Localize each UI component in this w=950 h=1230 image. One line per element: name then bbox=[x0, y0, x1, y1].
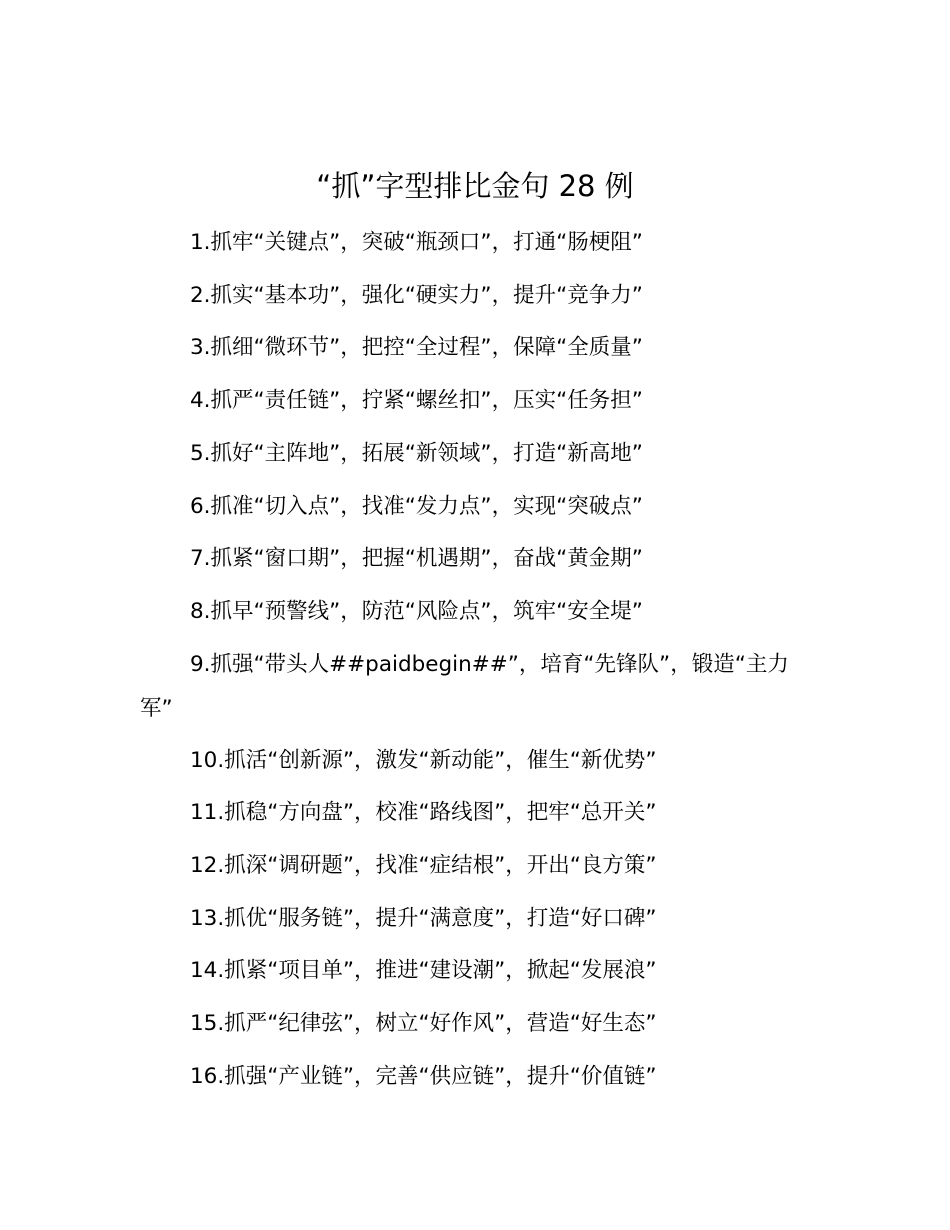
list-item: 6.抓准“切入点”，找准“发力点”，实现“突破点” bbox=[190, 493, 643, 519]
list-item: 12.抓深“调研题”，找准“症结根”，开出“良方策” bbox=[190, 853, 657, 879]
list-item: 3.抓细“微环节”，把控“全过程”，保障“全质量” bbox=[190, 335, 643, 361]
list-item: 8.抓早“预警线”，防范“风险点”，筑牢“安全堤” bbox=[190, 598, 643, 624]
list-item: 10.抓活“创新源”，激发“新动能”，催生“新优势” bbox=[190, 747, 657, 773]
list-item: 2.抓实“基本功”，强化“硬实力”，提升“竞争力” bbox=[190, 282, 643, 308]
list-item: 14.抓紧“项目单”，推进“建设潮”，掀起“发展浪” bbox=[190, 958, 657, 984]
list-item: 4.抓严“责任链”，拧紧“螺丝扣”，压实“任务担” bbox=[190, 388, 643, 414]
list-item: 5.抓好“主阵地”，拓展“新领域”，打造“新高地” bbox=[190, 440, 643, 466]
list-item: 13.抓优“服务链”，提升“满意度”，打造“好口碑” bbox=[190, 905, 657, 931]
list-item: 11.抓稳“方向盘”，校准“路线图”，把牢“总开关” bbox=[190, 800, 657, 826]
list-item: 7.抓紧“窗口期”，把握“机遇期”，奋战“黄金期” bbox=[190, 546, 643, 572]
document-body bbox=[140, 217, 820, 1104]
list-item: 15.抓严“纪律弦”，树立“好作风”，营造“好生态” bbox=[190, 1011, 657, 1037]
list-item: 16.抓强“产业链”，完善“供应链”，提升“价值链” bbox=[190, 1063, 657, 1089]
document-title: “抓”字型排比金句 28 例 bbox=[316, 169, 634, 203]
list-item: 1.抓牢“关键点”，突破“瓶颈口”，打通“肠梗阻” bbox=[190, 230, 643, 255]
list-item: 9.抓强“带头人##paidbegin##”，培育“先锋队”，锻造“主力军” bbox=[140, 651, 789, 721]
